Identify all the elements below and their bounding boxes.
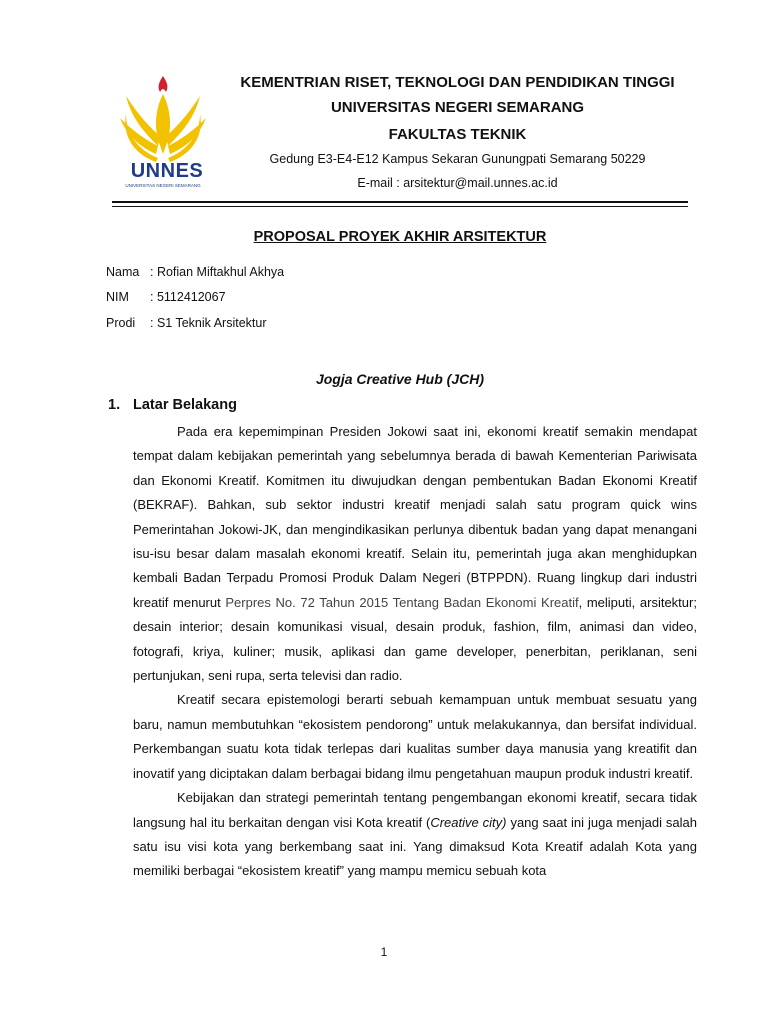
- identity-value: : 5112412067: [150, 290, 226, 304]
- identity-value: : Rofian Miftakhul Akhya: [150, 265, 285, 279]
- identity-row-nim: [106, 290, 226, 304]
- identity-label: NIM: [106, 290, 129, 304]
- identity-row-nama: [106, 265, 284, 279]
- logo-wordmark: UNNES: [130, 160, 204, 182]
- page-number: 1: [380, 945, 388, 959]
- body-text: [133, 420, 697, 884]
- letterhead-rule-thick: [112, 201, 688, 203]
- regulation-reference: Perpres No. 72 Tahun 2015 Tentang Badan Ekonomi Kreatif: [225, 594, 579, 610]
- email-line: E-mail : arsitektur@mail.unnes.ac.id: [357, 176, 558, 190]
- paragraph-3: [133, 786, 697, 884]
- faculty-heading: FAKULTAS TEKNIK: [388, 126, 527, 143]
- paragraph-text: , meliputi, arsitektur; desain interior; desain komunikasi visual, desain produk, fashion, film, animasi dan video, fotografi, kriya, kuliner; musik, aplikasi dan game developer, penerbitan, periklanan, seni pertunjukan, seni rupa, serta televisi dan radio.: [133, 594, 697, 684]
- identity-row-prodi: [106, 316, 267, 330]
- section-number: 1.: [108, 397, 121, 413]
- ministry-heading: KEMENTRIAN RISET, TEKNOLOGI DAN PENDIDIKAN TINGGI: [240, 74, 675, 91]
- paragraph-text: yang saat ini juga menjadi salah satu isu visi kota yang berkembang saat ini. Yang dimaksud Kota Kreatif adalah Kota yang memiliki berbagai “ekosistem kreatif” yang mampu memicu sebuah kota: [133, 814, 697, 879]
- logo-subtext: UNIVERSITAS NEGERI SEMARANG: [125, 183, 201, 188]
- university-heading: UNIVERSITAS NEGERI SEMARANG: [330, 99, 585, 116]
- project-title: Jogja Creative Hub (JCH): [315, 371, 485, 387]
- paragraph-text: Kebijakan dan strategi pemerintah tentang pengembangan ekonomi kreatif, secara tidak langsung hal itu berkaitan dengan visi Kota kreatif (: [133, 790, 697, 830]
- address-line: Gedung E3-E4-E12 Kampus Sekaran Gunungpati Semarang 50229: [269, 152, 646, 166]
- paragraph-2: Kreatif secara epistemologi berarti sebuah kemampuan untuk membuat sesuatu yang baru, namun membutuhkan “ekosistem pendorong” untuk melakukannya, dan bersifat individual. Perkembangan suatu kota tidak terlepas dari kualitas sumber daya manusia yang kreatifit dan inovatif yang diciptakan dalam berbagai bidang ilmu pengetahuan maupun produk industri kreatif.: [133, 692, 697, 781]
- document-title: PROPOSAL PROYEK AKHIR ARSITEKTUR: [253, 229, 547, 245]
- paragraph-1: [133, 420, 697, 688]
- section-heading: Latar Belakang: [133, 397, 237, 413]
- paragraph-text: Pada era kepemimpinan Presiden Jokowi saat ini, ekonomi kreatif semakin mendapat tempat dalam kebijakan pemerintah yang sebelumnya berada di bawah Kementerian Pariwisata dan Ekonomi Kreatif. Komitmen itu diwujudkan dengan pembentukan Badan Ekonomi Kreatif (BEKRAF). Bahkan, sub sektor industri kreatif menjadi salah satu program quick wins Pemerintahan Jokowi-JK, dan mengindikasikan perlunya dibentuk badan yang dapat menangani isu-isu besar dalam masalah ekonomi kreatif. Selain itu, pemerintah juga akan menghidupkan kembali Badan Terpadu Promosi Produk Dalam Negeri (BTPPDN). Ruang lingkup dari industri kreatif menurut: [133, 424, 697, 610]
- identity-label: Prodi: [106, 316, 136, 330]
- identity-value: : S1 Teknik Arsitektur: [150, 316, 267, 330]
- emphasis-text: Creative city): [430, 814, 507, 830]
- letterhead-rule-thin: [112, 206, 688, 207]
- identity-label: Nama: [106, 265, 140, 279]
